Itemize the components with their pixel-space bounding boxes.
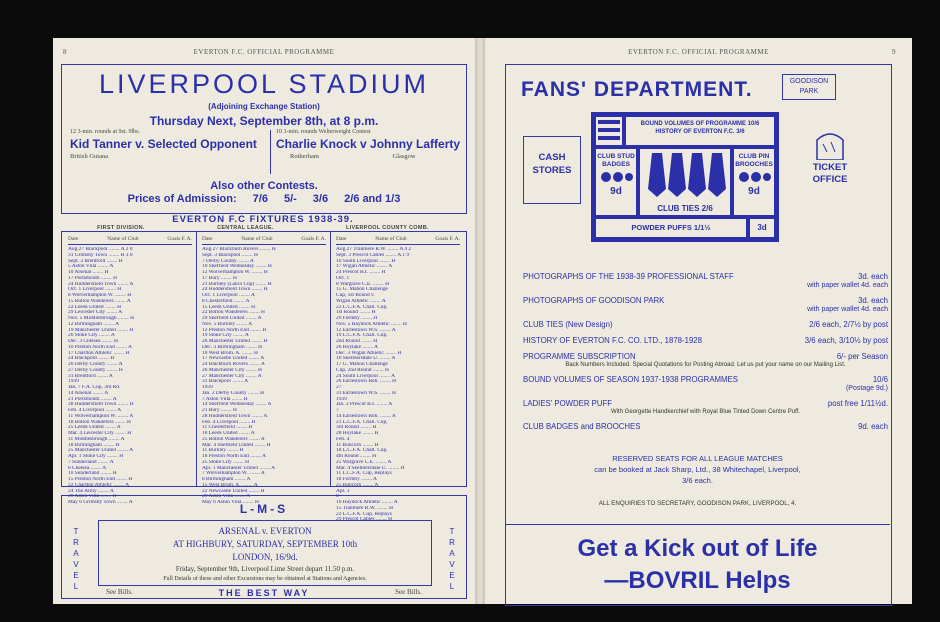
see-bills-right: See Bills. — [395, 588, 422, 596]
fixture-row: 19 L.C.F.A. Chall. Cup, — [336, 333, 388, 339]
fixture-row: Apl. 1 — [336, 488, 350, 494]
price-label: CLUB BADGES and BROOCHES — [523, 422, 641, 431]
window-puff-price: 3d — [750, 219, 774, 237]
fixture-row: 26 Hoylake ........ A — [336, 344, 379, 350]
fixture-row: 1939 — [336, 396, 347, 402]
fixture-row: 21 L.C.F.A. Chall. Cup, — [336, 419, 388, 425]
fixture-row: 29 Leicester City ........ A — [68, 310, 123, 316]
left-page-number: 8 — [63, 48, 67, 56]
shop-window — [591, 112, 779, 242]
price-item-goodison-photos — [523, 296, 888, 313]
central-league-rows — [202, 247, 326, 506]
fixture-row: 28 Hoylake ........ H — [336, 431, 379, 436]
fixture-row: Mar. 4 Skelmersdale U. ........ H — [336, 465, 405, 471]
fixture-row: Jan. 2 Derby County ........ H — [202, 390, 264, 396]
price-value: 3d. each — [858, 272, 888, 281]
fixture-row: 21 Burnley (Lancs Cup) ........ H — [202, 281, 272, 287]
date-header: Date — [202, 236, 213, 242]
first-division-column — [68, 236, 192, 506]
price-item-bound-volumes — [523, 375, 888, 392]
fixture-row: 7 Wolverhampton W. ........ A — [202, 471, 265, 477]
fixture-row: 17 Bury ........ H — [202, 275, 237, 281]
fixture-row: Sept. 3 Prescot Cables ........ A 1 9 — [336, 252, 410, 258]
fixtures-heading: EVERTON F.C FIXTURES 1938-39. — [172, 214, 354, 225]
fixture-row: 1939 — [202, 385, 213, 390]
fixture-row: Aug.27 Blackpool ........ A 2 0 — [68, 247, 133, 252]
fixture-row: 24 The Army ........ A — [68, 488, 114, 494]
window-pin-brooches — [734, 149, 774, 215]
fixture-row: 11 Runcorn ........ H — [336, 442, 379, 448]
price-label: CLUB TIES (New Design) — [523, 320, 613, 329]
bout-two-fight: Charlie Knock v Johnny Lafferty — [276, 137, 461, 151]
price-3: 3/6 — [312, 193, 329, 205]
fixture-row: 10 Skelmersdale U. ........ A — [336, 356, 396, 362]
date-header: Date — [68, 236, 79, 242]
price-1: 7/6 — [252, 193, 268, 205]
fixture-row: 27 — [336, 385, 342, 390]
fixture-row: 27 Derby County ........ H — [68, 367, 123, 373]
right-page-number: 9 — [892, 48, 896, 56]
fixture-row: Wigan Athletic ........ A — [336, 298, 386, 304]
bout-one-note: 12 3-min. rounds at 9st. 9lbs. — [70, 129, 140, 135]
fixture-row: 5 Aston Villa ........ A — [68, 264, 114, 270]
fixture-row: 22 Charlton Athletic ........ A — [68, 482, 130, 488]
stud-badges-sign: CLUB STUD BADGES — [597, 153, 635, 168]
fixture-row: Mar. 4 Leicester City ........ H — [68, 431, 132, 436]
fixture-row: 8 Chesterfield ........ A — [202, 298, 250, 304]
fixture-row: 8 — [336, 494, 339, 500]
fixture-row: 10 Sunderland ........ H — [68, 471, 117, 477]
fixture-row: 24 Huddersfield Town ........ H — [202, 287, 268, 293]
stadium-date: Thursday Next, September 8th, at 8 p.m. — [149, 114, 379, 128]
fixture-row: 18 Preston North End ........ A — [202, 454, 266, 459]
fans-title: FANS' DEPARTMENT. — [521, 78, 753, 101]
fixture-row: 31 Earlestown W.S. ........ H — [336, 390, 396, 396]
fixture-row: 26 Stoke City ........ A — [68, 333, 115, 339]
fixture-row: 3rd Round ........ H — [336, 425, 377, 431]
fixture-row: 8 Birmingham ........ A — [202, 477, 251, 482]
fixture-row: 26 Derby County ........ A — [68, 362, 123, 367]
travel-right — [446, 526, 458, 592]
badges-icon — [598, 169, 634, 185]
fixture-row: 11 Wolverhampton W. ........ A — [68, 413, 134, 419]
fixture-row: 14 Earlestown Boh. ........ A — [336, 413, 396, 419]
window-ties-rack — [596, 117, 622, 145]
book-gutter — [475, 38, 485, 604]
bout-two-note: 10 3-min. rounds Welterweight Contest — [276, 129, 371, 135]
fixture-row: Cup, 1st Round v. — [336, 293, 375, 298]
price-item-badges — [523, 422, 888, 431]
goals-header: Goals F. A. — [301, 236, 326, 242]
fixture-row: Oct. 1 Liverpool ........ A — [202, 293, 255, 298]
fixture-row: May 6 Aston Villa ........ H — [202, 500, 259, 505]
price-sub: With Georgette Handkerchief with Royal Blue Tinted Down Centre Puff. — [611, 409, 800, 415]
fixture-row: Aug.27 Tranmere R.W. ........ A 4 2 — [336, 247, 412, 252]
fixture-row: 15 Preston North End ........ H — [68, 477, 133, 482]
fixture-row: 29 Sheffield United ........ A — [202, 316, 262, 321]
window-stud-badges — [596, 149, 636, 215]
fixture-row: 25 Bolton Wanderers ........ A — [202, 436, 265, 442]
central-league-header — [202, 236, 326, 245]
fixture-row: 12 Earlestown W.S. ........ A — [336, 327, 396, 333]
fixture-row: Oct. 1 Liverpool ........ H — [68, 287, 122, 293]
fixture-row: Dec. 3 Wigan Athletic ........ H — [336, 350, 402, 356]
fixture-row: Feb. 4 Liverpool ........ A — [68, 408, 122, 413]
fixture-row: 12 Birmingham ........ A — [68, 321, 120, 327]
fixture-row: 25 Runcorn ........ A — [336, 482, 379, 488]
fixture-row: 14 Sheffield Wednesday ........ A — [202, 402, 272, 408]
also-other-contests: Also other Contests. — [210, 180, 318, 192]
fixture-row: 1939 — [68, 379, 79, 385]
fixture-row: 24 Blackpool ........ H — [68, 356, 115, 362]
fixture-row: 10 Arsenal ........ H — [68, 270, 109, 275]
fixture-row: 21 Bury ........ H — [202, 408, 237, 413]
fixture-row: 11 Middlesbrough ........ A — [68, 436, 125, 442]
fixture-row: 24 South Liverpool ........ A — [336, 373, 395, 379]
right-running-title: EVERTON F.C. OFFICIAL PROGRAMME — [628, 48, 769, 56]
ties-display-icon — [640, 149, 730, 199]
fixture-row: Dec. 3 Chelsea ........ H — [68, 339, 118, 344]
reserved-line-1: RESERVED SEATS FOR ALL LEAGUE MATCHES — [612, 454, 783, 463]
price-item-history — [523, 336, 888, 345]
county-comb-label: LIVERPOOL COUNTY COMB. — [346, 225, 429, 231]
right-page — [485, 38, 912, 604]
price-label: PHOTOGRAPHS OF THE 1938-39 PROFESSIONAL STAFF — [523, 272, 734, 281]
fixture-row: 22 Newcastle United ........ H — [202, 488, 265, 494]
fixture-row: 24 Blackburn Rovers ........ A — [202, 362, 265, 367]
price-label: LADIES' POWDER PUFF — [523, 399, 612, 408]
fixture-row: 4th Round ........ H — [336, 454, 376, 459]
fixture-row: 7 Sunderland ........ A — [68, 459, 114, 465]
fixture-row: Jan. 2 Prescot B.I. ........ A — [336, 402, 393, 408]
price-label: PHOTOGRAPHS OF GOODISON PARK — [523, 296, 665, 305]
fixture-row: 19 Manchester United ........ H — [68, 327, 134, 333]
bout-one-origin: British Guiana — [70, 153, 109, 160]
price-label: BOUND VOLUMES OF SEASON 1937-1938 PROGRAMMES — [523, 375, 738, 384]
lms-details: Full Details of these and other Excursions may be obtained at Stations and Agencies. — [163, 576, 367, 582]
price-item-club-ties — [523, 320, 888, 329]
fixture-row: Jan. 7 F.A. Cup, 3rd Rd. — [68, 385, 121, 390]
price-item-subscription — [523, 352, 888, 368]
window-bound-volumes — [626, 117, 774, 145]
lms-fare: LONDON, 16/9d. — [232, 552, 298, 562]
fixture-row: 18 Formby ........ A — [336, 477, 377, 482]
fixture-row: 8 Wargrave C.E. ........ H — [336, 281, 389, 287]
fixture-row: 12 Preston North End ........ H — [202, 327, 267, 333]
stadium-title: LIVERPOOL STADIUM — [98, 69, 430, 99]
fixture-row: 11 Chesterfield ........ H — [202, 425, 253, 431]
fixture-row: 31 Blackpool ........ A — [202, 379, 248, 385]
lms-when: AT HIGHBURY, SATURDAY, SEPTEMBER 10th — [172, 539, 358, 549]
fixture-row: 26 Earlestown Boh. ........ H — [336, 379, 397, 385]
price-sub: (Postage 9d.) — [845, 385, 888, 392]
fixture-row: 15 Tranmere R.W. ........ H — [336, 505, 394, 511]
county-comb-rows — [336, 247, 460, 523]
reserved-line-2: can be booked at Jack Sharp, Ltd., 38 Whitechapel, Liverpool, — [594, 465, 801, 474]
fixture-row: Dec. 3 Birmingham ........ H — [202, 344, 263, 350]
price-value: 10/6 — [872, 375, 888, 384]
fixture-row: 10 West Brom. A. ........ H — [202, 350, 258, 356]
price-item-powder-puff — [523, 399, 888, 415]
fixture-row: Nov. 5 Burnley ........ A — [202, 321, 253, 327]
fixture-row: 18 L.C.F.A. Chall. Cup, — [336, 448, 388, 454]
fixture-row: 17 Wigan Athletic ........ A — [336, 264, 393, 270]
price-value: 9d. each — [858, 422, 888, 431]
price-sub: with paper wallet 4d. each — [807, 282, 888, 289]
fixture-row: 26 Manchester City ........ H — [202, 367, 262, 373]
price-4: 2/6 and 1/3 — [344, 193, 401, 205]
fixture-row: 28 Huddersfield Town ........ H — [68, 402, 134, 408]
fixture-row: 25 Stoke City ........ H — [202, 459, 250, 465]
window-club-ties — [640, 149, 730, 215]
fixture-row: 25 Manchester United ........ A — [68, 448, 133, 454]
bout-two-origin-b: Glasgow — [392, 153, 416, 160]
fixture-row: Oct. 1 — [336, 275, 350, 281]
date-header: Date — [336, 236, 347, 242]
fixture-row: 21 Portsmouth ........ A — [68, 396, 117, 402]
goals-header: Goals F. A. — [435, 236, 460, 242]
fixture-row: 11 Burnley ........ H — [202, 448, 244, 454]
county-comb-header — [336, 236, 460, 245]
bout-divider — [270, 130, 271, 174]
price-value: 3d. each — [858, 296, 888, 305]
first-division-label: FIRST DIVISION. — [97, 225, 145, 231]
fixture-row: 8 Wolverhampton W. ........ H — [68, 293, 132, 298]
history-sign: HISTORY OF EVERTON F.C. 3/6 — [655, 129, 745, 135]
first-division-rows — [68, 247, 192, 506]
fixture-row: 15 Bolton Wanderers ........ A — [68, 298, 131, 304]
column-divider — [330, 232, 331, 486]
travel-text-right: TRAVEL — [449, 527, 455, 591]
price-item-staff-photos — [523, 272, 888, 289]
ticket-office-label: TICKET OFFICE — [812, 162, 848, 185]
fixture-row: 10 South Liverpool ........ H — [336, 258, 396, 264]
fixture-row: 12 Wolverhampton W. ........ H — [202, 270, 268, 275]
bout-two-origins — [276, 153, 462, 160]
bovril-divider — [505, 524, 890, 525]
fixture-row: 29 Aston Villa ........ A — [202, 494, 251, 500]
fixture-row: Mar. 4 Sheffield United ........ H — [202, 442, 271, 448]
fixture-row: 29 Formby ........ H — [336, 316, 378, 321]
fixture-row: 10 Sheffield Wednesday ........ H — [202, 264, 272, 270]
brooches-price: 9d — [748, 186, 760, 197]
fixture-row: 22 L.C.F.A. Cup, Replays — [336, 511, 392, 517]
ties-rack-icon — [596, 117, 622, 145]
left-running-title: EVERTON F.C. OFFICIAL PROGRAMME — [193, 48, 335, 56]
lms-advert — [61, 495, 467, 599]
fixture-row: 17 G. Mahon Challenge — [336, 362, 388, 367]
price-sub: with paper wallet 4d. each — [807, 306, 888, 313]
fixture-row: Feb. 4 — [336, 436, 350, 442]
fixture-row: 28 Huddersfield Town ........ A — [202, 413, 268, 419]
fixtures-title — [61, 214, 465, 231]
window-powder-puffs: POWDER PUFFS 1/1½ — [596, 219, 746, 237]
badges-price: 9d — [610, 186, 622, 197]
fixture-row: 31 Grimsby Town ........ H 3 0 — [68, 252, 133, 258]
price-sub: Back Numbers Included. Special Quotations for Posting Abroad. Let us put your name on our Mailing List. — [565, 362, 846, 368]
fixture-row: Apl. 1 Stoke City ........ H — [68, 454, 124, 459]
club-header: Name of Club — [107, 236, 139, 242]
fixture-row: 15 G. Mahon Challenge — [336, 287, 388, 293]
first-division-header — [68, 236, 192, 245]
fixture-row: 8 Chelsea ........ A — [68, 465, 107, 471]
fixture-row: 11 L.C.F.A. Cup, Replays — [336, 471, 392, 477]
lms-title: L-M-S — [239, 502, 289, 516]
bound-volumes-sign: BOUND VOLUMES OF PROGRAMME 10/6 — [640, 121, 760, 127]
price-value: 2/6 each, 2/7½ by post — [809, 320, 888, 329]
left-page — [53, 38, 475, 604]
fixture-row: Apl. 1 Manchester United ........ A — [202, 465, 276, 471]
fixture-row: 18 Birmingham ........ H — [68, 442, 120, 448]
cash-stores-door — [523, 136, 581, 204]
fixture-row: 29 Prescot Cables ........ H — [336, 517, 392, 523]
fixture-row: 25 Leeds United ........ A — [68, 425, 121, 431]
fixture-row: 14 Arsenal ........ A — [68, 390, 109, 396]
fixture-row: 24 Huddersfield Town ........ A — [68, 281, 134, 287]
admission-prices — [72, 193, 456, 205]
fixture-row: 1st Round ........ H — [336, 310, 376, 316]
ticket-office-door — [801, 136, 859, 200]
fixture-row: 7 Derby County ........ A — [202, 258, 254, 264]
lms-match: ARSENAL v. EVERTON — [218, 526, 312, 536]
travel-text-left: TRAVEL — [73, 527, 79, 591]
club-header: Name of Club — [241, 236, 273, 242]
central-league-label: CENTRAL LEAGUE. — [217, 225, 274, 231]
goodison-park-sign: GOODISON PARK — [782, 74, 836, 100]
fixture-row: 17 Newcastle United ........ A — [202, 356, 265, 362]
fixture-row: 24 Prescot B.I. ........ H — [336, 270, 386, 275]
best-way: THE BEST WAY — [218, 588, 310, 598]
lms-excursion-panel — [98, 520, 432, 586]
stadium-advert — [61, 64, 467, 214]
enquiries-line: ALL ENQUIRIES TO SECRETARY, GOODISON PARK, LIVERPOOL, 4. — [598, 500, 797, 507]
bout-one-fight: Kid Tanner v. Selected Opponent — [70, 137, 257, 151]
fixture-row: Feb. 4 Liverpool ........ H — [202, 419, 256, 425]
pin-brooches-sign: CLUB PIN BROOCHES — [735, 153, 773, 168]
fixture-row: 31 Brentford ........ A — [68, 373, 113, 379]
fixture-row: 17 Portsmouth ........ H — [68, 275, 117, 281]
bovril-slogan-line-2: —BOVRIL Helps — [604, 567, 791, 594]
fixture-row: 22 Leeds United ........ H — [68, 304, 121, 310]
goals-header: Goals F. A. — [167, 236, 192, 242]
price-value: post free 1/11½d. — [827, 399, 888, 408]
fixture-row: 18 Bolton Wanderers ........ H — [68, 419, 131, 425]
fixture-row: 7 — [336, 408, 339, 413]
lms-departure: Friday, September 9th, Liverpool Lime Street depart 11.50 p.m. — [175, 565, 355, 573]
fixture-row: 27 Manchester City ........ A — [202, 373, 262, 379]
cash-stores-label: CASH STORES — [532, 152, 572, 176]
fixture-row: 2nd Round ........ H — [336, 339, 378, 344]
fixture-row: Cup, 2nd Round ........ H — [336, 367, 389, 373]
fixture-row: Sept. 3 Blackpool ........ H — [202, 252, 258, 258]
price-list — [523, 272, 888, 438]
price-label: PROGRAMME SUBSCRIPTION — [523, 352, 636, 361]
bovril-slogan-line-1: Get a Kick out of Life — [577, 535, 818, 562]
reserved-line-3: 3/6 each. — [682, 476, 713, 485]
reserved-seats-notice — [505, 453, 890, 486]
fixture-row: 17 Charlton Athletic ........ H — [68, 350, 130, 356]
fans-department-illustration — [505, 64, 890, 244]
price-label: HISTORY OF EVERTON F.C. CO. LTD., 1878-1928 — [523, 336, 702, 345]
price-2: 5/- — [283, 193, 297, 205]
prices-label: Prices of Admission: — [127, 193, 237, 205]
fixture-row: Nov. 5 Middlesbrough ........ H — [68, 316, 134, 321]
price-value: 3/6 each, 3/10½ by post — [804, 336, 888, 345]
column-divider — [196, 232, 197, 486]
fixture-row: 22 L.C.F.A. Chall. Cup, — [336, 304, 388, 310]
club-header: Name of Club — [375, 236, 407, 242]
bout-two — [276, 129, 462, 160]
stadium-subtitle: (Adjoining Exchange Station) — [208, 102, 320, 111]
see-bills-left: See Bills. — [106, 588, 133, 596]
central-league-column — [202, 236, 326, 506]
fixture-row: 18 Leeds United ........ A — [202, 431, 255, 436]
travel-left — [70, 526, 82, 592]
bout-one — [70, 129, 266, 160]
fixture-row: Nov. 5 Haydock Athletic ........ H — [336, 321, 407, 327]
fixture-row: 22 Bolton Wanderers ........ H — [202, 310, 265, 316]
brooches-icon — [736, 169, 772, 185]
fixture-row: 15 West Brom. A. ........ A — [202, 482, 258, 488]
fixture-row: 10 Haydock Athletic ........ A — [336, 500, 398, 505]
fixture-row: 7 Aston Villa ........ H — [202, 396, 248, 402]
fixture-row: 26 Manchester United ........ H — [202, 339, 268, 344]
ticket-window-icon — [801, 130, 859, 160]
fixture-row: Aug.27 Blackburn Rovers ........ H — [202, 247, 276, 252]
price-value: 6/- per Season — [836, 352, 888, 361]
county-comb-column — [336, 236, 460, 523]
bout-two-origin-a: Rotherham — [290, 153, 319, 160]
fixture-row: May 6 Grimsby Town ........ A — [68, 500, 133, 505]
fixture-row: Sept. 3 Brentford ........ H — [68, 258, 123, 264]
fixture-row: 29 Aston Villa ........ H — [68, 494, 117, 500]
fixture-row: 10 Preston North End ........ A — [68, 344, 132, 350]
club-ties-sign: CLUB TIES 2/6 — [657, 204, 713, 213]
fixture-row: 19 Stoke City ........ A — [202, 333, 249, 339]
fixture-row: 15 Leeds United ........ H — [202, 304, 255, 310]
fixture-row: 25 Wargrave C.E. ........ A — [336, 459, 392, 465]
